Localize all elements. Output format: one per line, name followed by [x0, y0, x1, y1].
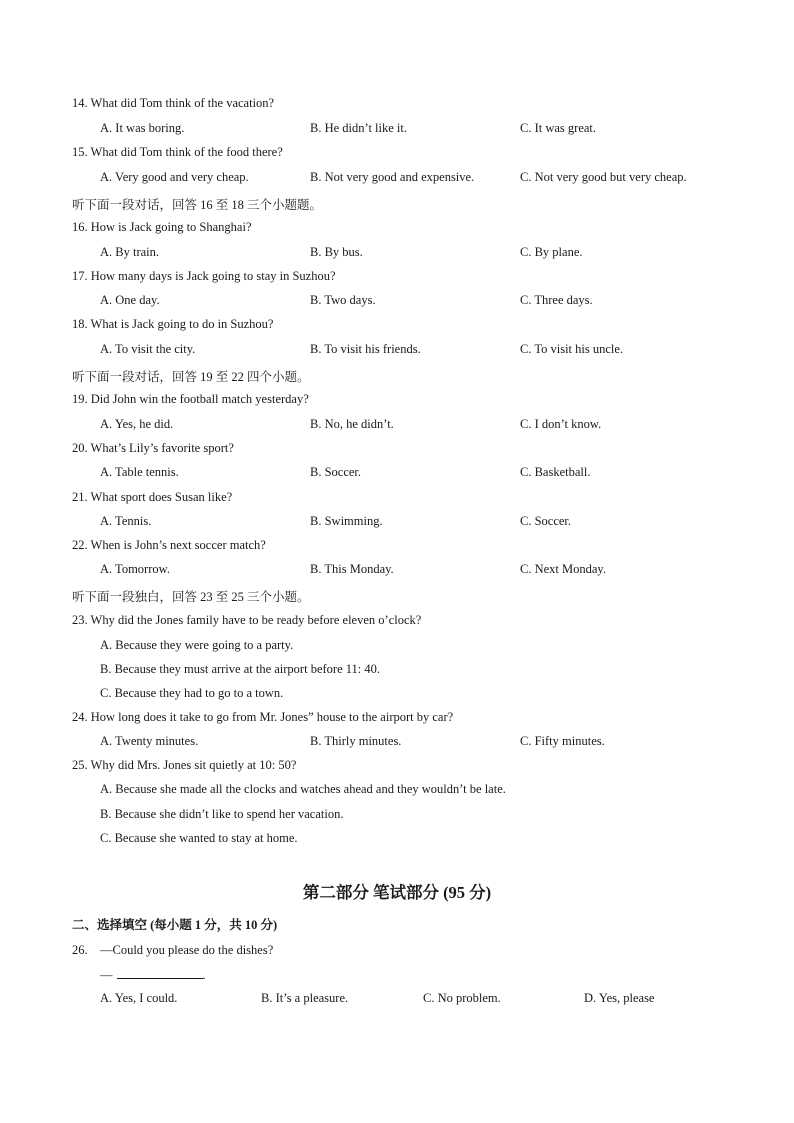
answer-blank[interactable]: [117, 967, 203, 979]
q25-option-a: A. Because she made all the clocks and watches ahead and they wouldn’t be late.: [100, 782, 506, 796]
q19-option-c: C. I don’t know.: [520, 417, 602, 431]
question-25: 25. Why did Mrs. Jones sit quietly at 10: 50?: [72, 758, 297, 772]
q14-option-b: B. He didn’t like it.: [310, 121, 407, 135]
q24-option-b: B. Thirly minutes.: [310, 734, 402, 748]
q20-option-a: A. Table tennis.: [100, 465, 179, 479]
q19-option-b: B. No, he didn’t.: [310, 417, 394, 431]
q26-reply-line: [100, 967, 206, 983]
q25-option-b: B. Because she didn’t like to spend her vacation.: [100, 807, 344, 821]
instruction-23-25: 听下面一段独白，回答 23 至 25 三个小题。: [72, 590, 310, 604]
question-14: 14. What did Tom think of the vacation?: [72, 96, 275, 110]
q24-option-c: C. Fifty minutes.: [520, 734, 605, 748]
q26-reply-end: .: [202, 968, 206, 982]
question-24: 24. How long does it take to go from Mr. Jones” house to the airport by car?: [72, 710, 454, 724]
q17-option-b: B. Two days.: [310, 293, 376, 307]
q18-option-b: B. To visit his friends.: [310, 342, 421, 356]
q26-option-b: B. It’s a pleasure.: [261, 991, 349, 1005]
sub-heading: 二、选择填空 (每小题 1 分，共 10 分): [72, 918, 278, 932]
question-20: 20. What’s Lily’s favorite sport?: [72, 441, 234, 455]
q15-option-b: B. Not very good and expensive.: [310, 170, 475, 184]
q22-option-c: C. Next Monday.: [520, 562, 606, 576]
q18-option-c: C. To visit his uncle.: [520, 342, 624, 356]
q16-option-a: A. By train.: [100, 245, 160, 259]
q15-option-c: C. Not very good but very cheap.: [520, 170, 687, 184]
q21-option-c: C. Soccer.: [520, 514, 572, 528]
q17-option-c: C. Three days.: [520, 293, 593, 307]
q14-option-a: A. It was boring.: [100, 121, 185, 135]
question-19: 19. Did John win the football match yesterday?: [72, 392, 309, 406]
q14-option-c: C. It was great.: [520, 121, 597, 135]
q26-option-a: A. Yes, I could.: [100, 991, 178, 1005]
q20-option-c: C. Basketball.: [520, 465, 591, 479]
instruction-16-18: 听下面一段对话，回答 16 至 18 三个小题题。: [72, 198, 323, 212]
q18-option-a: A. To visit the city.: [100, 342, 196, 356]
q20-option-b: B. Soccer.: [310, 465, 362, 479]
q26-option-d: D. Yes, please: [584, 991, 655, 1005]
q21-option-a: A. Tennis.: [100, 514, 152, 528]
question-18: 18. What is Jack going to do in Suzhou?: [72, 317, 274, 331]
q19-option-a: A. Yes, he did.: [100, 417, 174, 431]
question-17: 17. How many days is Jack going to stay in Suzhou?: [72, 269, 336, 283]
q15-option-a: A. Very good and very cheap.: [100, 170, 249, 184]
q21-option-b: B. Swimming.: [310, 514, 383, 528]
q16-option-c: C. By plane.: [520, 245, 583, 259]
q17-option-a: A. One day.: [100, 293, 160, 307]
q23-option-b: B. Because they must arrive at the airport before 11: 40.: [100, 662, 380, 676]
q24-option-a: A. Twenty minutes.: [100, 734, 199, 748]
section-title: 第二部分 笔试部分 (95 分): [302, 883, 492, 902]
q23-option-c: C. Because they had to go to a town.: [100, 686, 284, 700]
q26-option-c: C. No problem.: [423, 991, 501, 1005]
q22-option-a: A. Tomorrow.: [100, 562, 170, 576]
q23-option-a: A. Because they were going to a party.: [100, 638, 294, 652]
q16-option-b: B. By bus.: [310, 245, 363, 259]
q25-option-c: C. Because she wanted to stay at home.: [100, 831, 298, 845]
question-15: 15. What did Tom think of the food there?: [72, 145, 283, 159]
q22-option-b: B. This Monday.: [310, 562, 394, 576]
instruction-19-22: 听下面一段对话，回答 19 至 22 四个小题。: [72, 370, 310, 384]
q26-reply-dash: —: [100, 968, 113, 982]
question-21: 21. What sport does Susan like?: [72, 490, 233, 504]
q26-prompt: —Could you please do the dishes?: [100, 943, 274, 957]
question-23: 23. Why did the Jones family have to be ready before eleven o’clock?: [72, 613, 422, 627]
question-26-number: 26.: [72, 943, 88, 957]
question-16: 16. How is Jack going to Shanghai?: [72, 220, 252, 234]
question-22: 22. When is John’s next soccer match?: [72, 538, 266, 552]
